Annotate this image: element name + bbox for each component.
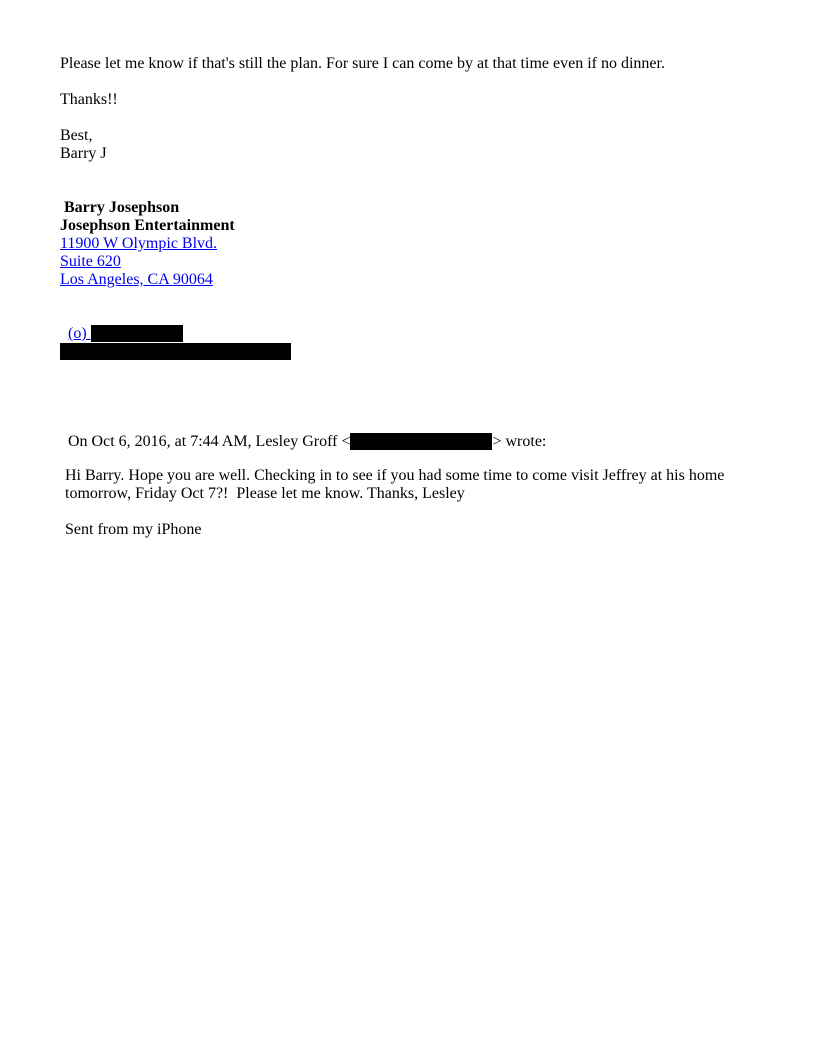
signature-name: Barry Josephson: [64, 199, 180, 216]
reply-closing: Best,: [60, 127, 93, 144]
quoted-header-prefix: On Oct 6, 2016, at 7:44 AM, Lesley Groff <: [68, 433, 351, 450]
reply-thanks: Thanks!!: [60, 91, 118, 108]
signature-address-line1-link[interactable]: 11900 W Olympic Blvd.: [60, 235, 218, 252]
signature-address-line3-link[interactable]: Los Angeles, CA 90064: [60, 271, 213, 288]
quoted-body-line1: Hi Barry. Hope you are well. Checking in to see if you had some time to come visit Jeffrey at his home: [65, 467, 725, 484]
signature-address-line2-link[interactable]: Suite 620: [60, 253, 121, 270]
quoted-sent-from: Sent from my iPhone: [65, 521, 202, 538]
redaction-sender-email: [350, 433, 492, 450]
reply-signoff: Barry J: [60, 145, 107, 162]
redaction-signature-extra: [60, 343, 291, 360]
reply-body-text: Please let me know if that's still the plan. For sure I can come by at that time even if no dinner.: [60, 55, 665, 72]
signature-company: Josephson Entertainment: [60, 217, 235, 234]
office-phone-link[interactable]: (o): [68, 325, 91, 342]
quoted-body-line2: tomorrow, Friday Oct 7?! Please let me know. Thanks, Lesley: [65, 485, 465, 502]
quoted-header: [60, 415, 546, 451]
quoted-header-suffix: > wrote:: [492, 433, 547, 450]
